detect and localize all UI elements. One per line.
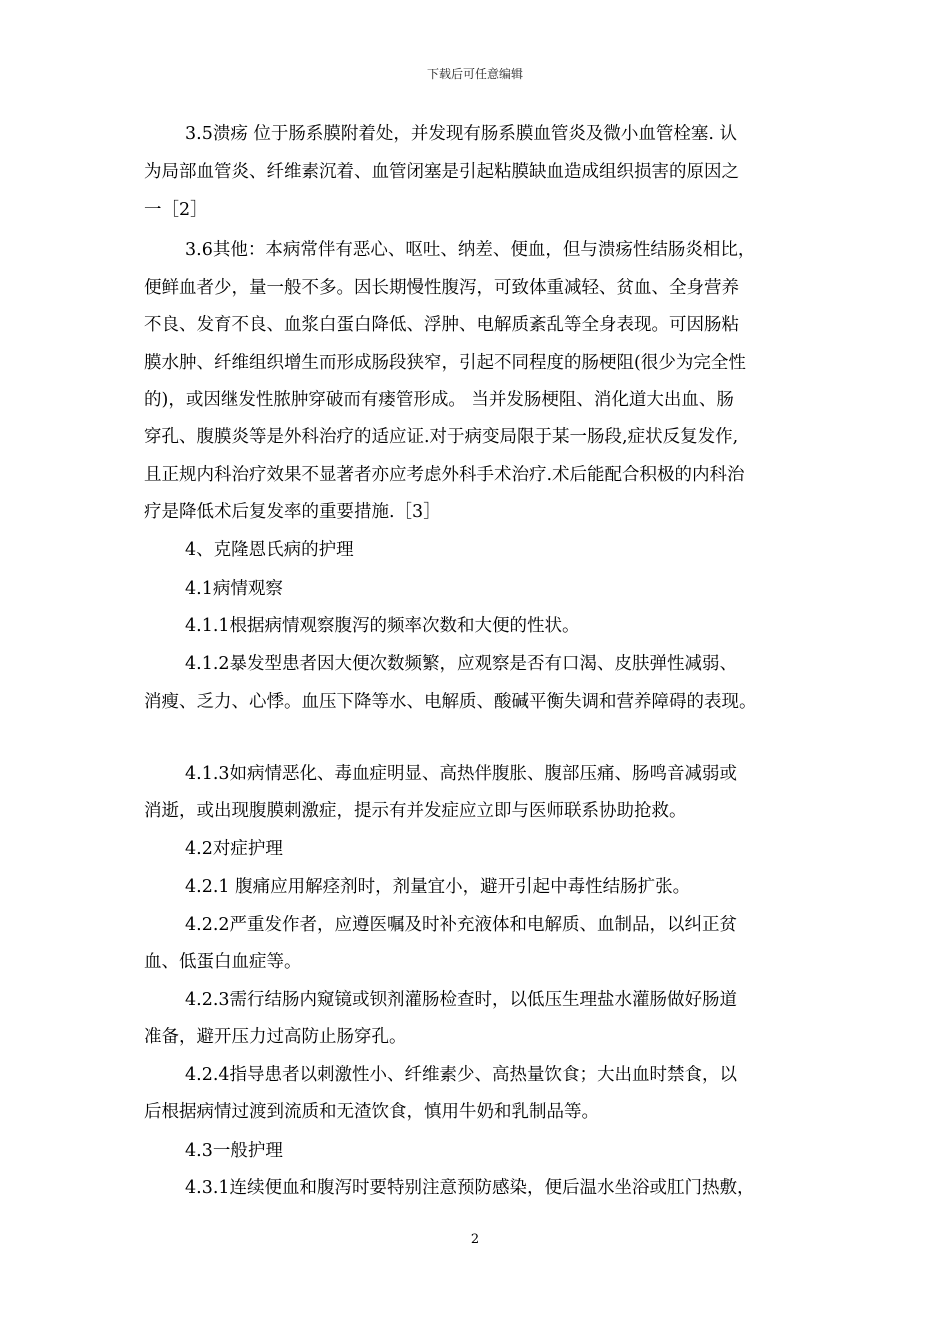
text-line: 血、低蛋白血症等。: [144, 952, 302, 972]
text-line: 消逝，或出现腹膜刺激症，提示有并发症应立即与医师联系协助抢救。: [144, 801, 687, 821]
subsection-heading: 4.3一般护理: [185, 1141, 283, 1161]
text-line: 消瘦、乏力、心悸。血压下降等水、电解质、酸碱平衡失调和营养障碍的表现。: [144, 692, 757, 712]
text-line: 穿孔、腹膜炎等是外科治疗的适应证.对于病变局限于某一肠段,症状反复发作,: [144, 427, 739, 447]
text-line: 4.3.1连续便血和腹泻时要特别注意预防感染，便后温水坐浴或肛门热敷，: [185, 1178, 755, 1198]
text-line: 后根据病情过渡到流质和无渣饮食，慎用牛奶和乳制品等。: [144, 1102, 599, 1122]
text-line: 为局部血管炎、纤维素沉着、血管闭塞是引起粘膜缺血造成组织损害的原因之: [144, 162, 739, 182]
section-heading: 4、克隆恩氏病的护理: [185, 540, 354, 560]
text-line: 4.2.4指导患者以刺激性小、纤维素少、高热量饮食；大出血时禁食，以: [185, 1065, 738, 1085]
text-line: 4.1.1根据病情观察腹泻的频率次数和大便的性状。: [185, 616, 580, 636]
page-header: 下载后可任意编辑: [426, 67, 523, 81]
text-line: 4.1.3如病情恶化、毒血症明显、高热伴腹胀、腹部压痛、肠鸣音减弱或: [185, 764, 738, 784]
subsection-heading: 4.1病情观察: [185, 579, 283, 599]
text-line: 3.5溃疡 位于肠系膜附着处，并发现有肠系膜血管炎及微小血管栓塞. 认: [185, 124, 738, 144]
text-line: 4.2.2严重发作者，应遵医嘱及时补充液体和电解质、血制品，以纠正贫: [185, 915, 738, 935]
text-line: 4.2.3需行结肠内窥镜或钡剂灌肠检查时，以低压生理盐水灌肠做好肠道: [185, 990, 738, 1010]
text-line: 便鲜血者少，量一般不多。因长期慢性腹泻，可致体重减轻、贫血、全身营养: [144, 278, 739, 298]
text-line: 准备，避开压力过高防止肠穿孔。: [144, 1027, 407, 1047]
text-line: 4.2.1 腹痛应用解痉剂时，剂量宜小，避开引起中毒性结肠扩张。: [185, 877, 691, 897]
text-line: 膜水肿、纤维组织增生而形成肠段狭窄，引起不同程度的肠梗阻(很少为完全性: [144, 353, 746, 373]
text-line: 4.1.2暴发型患者因大便次数频繁，应观察是否有口渴、皮肤弹性减弱、: [185, 654, 738, 674]
text-line: 且正规内科治疗效果不显著者亦应考虑外科手术治疗.术后能配合积极的内科治: [144, 465, 745, 485]
text-line: 疗是降低术后复发率的重要措施.［3］: [144, 502, 441, 522]
subsection-heading: 4.2对症护理: [185, 839, 283, 859]
text-line: 不良、发育不良、血浆白蛋白降低、浮肿、电解质紊乱等全身表现。可因肠粘: [144, 315, 739, 335]
page-number: 2: [470, 1232, 480, 1247]
text-line: 的)，或因继发性脓肿穿破而有瘘管形成。 当并发肠梗阻、消化道大出血、肠: [144, 390, 734, 410]
text-line: 3.6其他：本病常伴有恶心、呕吐、纳差、便血，但与溃疡性结肠炎相比，: [185, 240, 756, 260]
text-line: 一［2］: [144, 200, 208, 220]
